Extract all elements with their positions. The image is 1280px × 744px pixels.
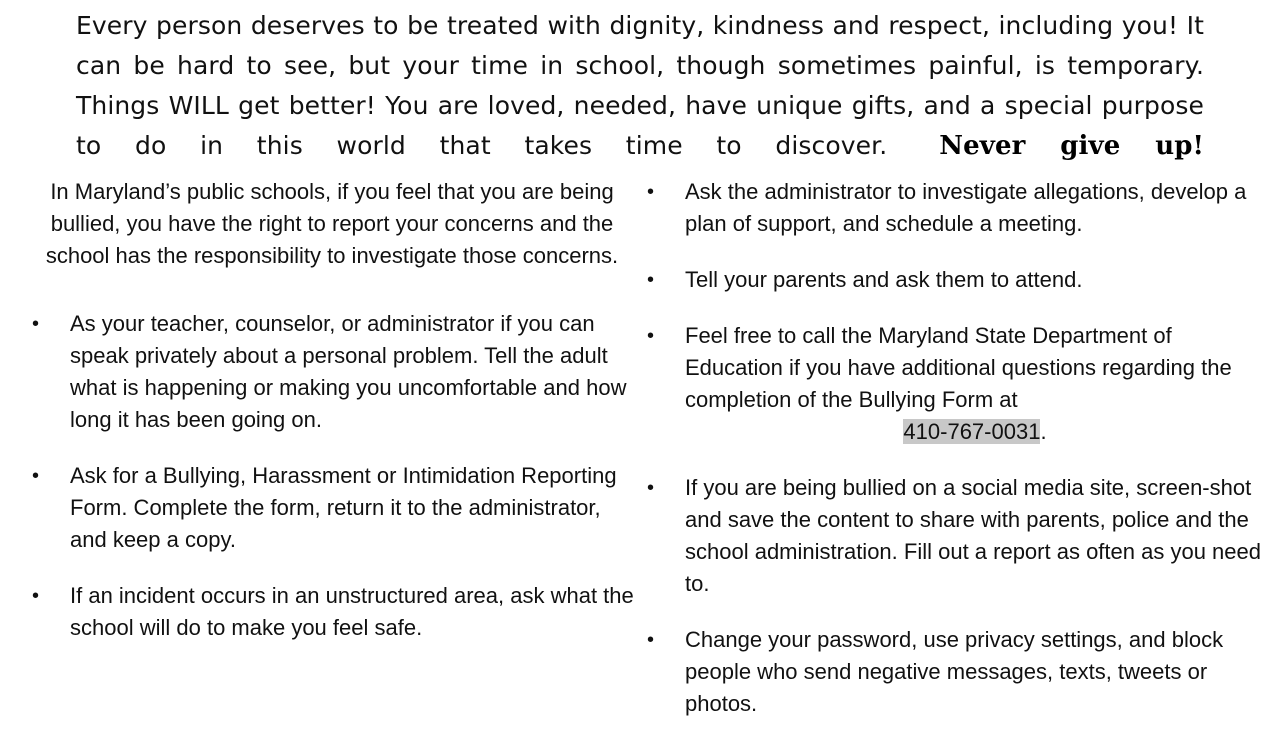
phone-number[interactable]: 410-767-0031: [903, 419, 1041, 444]
phone-suffix: .: [1040, 419, 1047, 444]
list-item: [645, 472, 1265, 600]
bullet-icon: •: [647, 477, 655, 499]
list-item: [30, 580, 634, 644]
left-bullet-list: [30, 308, 634, 644]
right-column: [645, 176, 1265, 744]
phone-line: [685, 416, 1265, 448]
list-item: [645, 264, 1265, 296]
msde-contact-item: [645, 320, 1265, 448]
bullet-icon: •: [647, 325, 655, 347]
list-item: [645, 624, 1265, 720]
encouragement-text: Every person deserves to be treated with dignity, kindness and respect, including you! It can be hard to see, but your time in school, though sometimes painful, is temporary. Things WILL get better! You are loved, needed, have unique gifts, and a special purpose to do in this world that takes time to discover.: [76, 11, 1204, 160]
list-item: [645, 176, 1265, 240]
list-item-text: Change your password, use privacy settings, and block people who send negative messages, texts, tweets or photos.: [685, 627, 1224, 716]
never-give-up-slogan: Never give up!: [939, 131, 1204, 161]
list-item-text: As your teacher, counselor, or administrator if you can speak privately about a personal problem. Tell the adult what is happening or making you uncomfortable and how long it has been going on.: [70, 311, 627, 432]
bullet-icon: •: [647, 181, 655, 203]
left-column: [30, 176, 634, 668]
bullet-icon: •: [32, 585, 40, 607]
list-item-text: Ask the administrator to investigate allegations, develop a plan of support, and schedule a meeting.: [685, 179, 1247, 236]
list-item-text: If you are being bullied on a social media site, screen-shot and save the content to share with parents, police and the school administration. Fill out a report as often as you need to.: [685, 475, 1261, 596]
bullet-icon: •: [647, 269, 655, 291]
list-item-text: Tell your parents and ask them to attend.: [685, 267, 1083, 292]
list-item-text: Ask for a Bullying, Harassment or Intimidation Reporting Form. Complete the form, return it to the administrator, and keep a copy.: [70, 463, 617, 552]
bullet-icon: •: [32, 313, 40, 335]
list-item-text: If an incident occurs in an unstructured area, ask what the school will do to make you feel safe.: [70, 583, 634, 640]
msde-contact-text: Feel free to call the Maryland State Department of Education if you have additional questions regarding the completion of the Bullying Form at: [685, 323, 1232, 412]
list-item: [30, 460, 634, 556]
right-bullet-list: [645, 176, 1265, 720]
bullet-icon: •: [647, 629, 655, 651]
bullet-icon: •: [32, 465, 40, 487]
list-item: [30, 308, 634, 436]
rights-intro: In Maryland’s public schools, if you feel that you are being bullied, you have the right to report your concerns and the school has the responsibility to investigate those concerns.: [45, 179, 619, 268]
encouragement-message: [76, 6, 1204, 166]
